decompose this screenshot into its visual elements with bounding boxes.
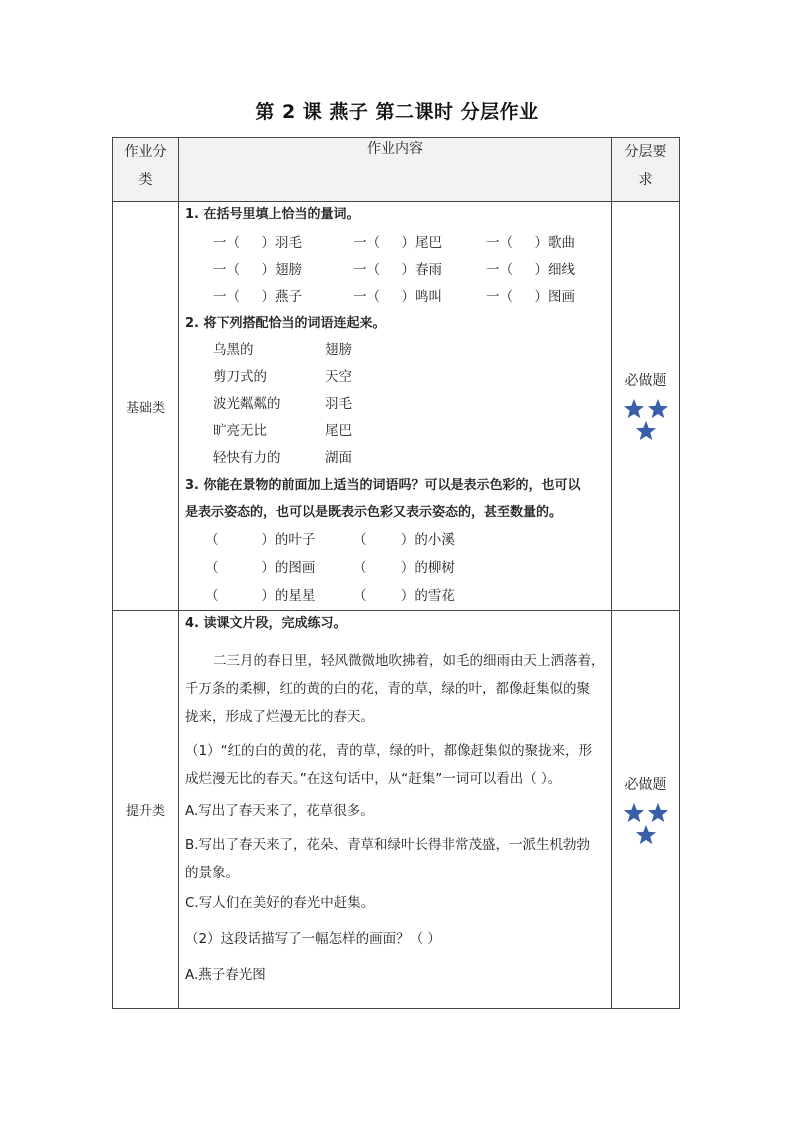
sub-question-1: （1）“红的白的黄的花，青的草，绿的叶，都像赶集似的聚拢来，形 成烂漫无比的春天。”在这句话中，从“赶集”一词可以看出（ ）。	[185, 743, 593, 787]
page-title: 第 2 课 燕子 第二课时 分层作业	[255, 101, 539, 123]
star-rating	[612, 802, 679, 846]
blank-item: （ ）的雪花	[353, 588, 455, 604]
header-content: 作业内容	[179, 138, 612, 202]
describe-fill-grid	[185, 526, 605, 610]
sub-question-2: （2）这段话描写了一幅怎样的画面？（ ）	[185, 931, 441, 947]
advanced-row	[113, 611, 680, 1009]
basic-content	[179, 202, 612, 611]
match-right: 天空	[325, 369, 352, 385]
star-icon	[623, 398, 645, 420]
header-requirement: 分层要 求	[612, 138, 680, 202]
requirement-label: 必做题	[624, 373, 667, 389]
match-right: 尾巴	[325, 423, 352, 439]
homework-table	[112, 137, 680, 1009]
match-right: 翅膀	[325, 342, 352, 358]
requirement-label: 必做题	[624, 776, 667, 793]
star-icon	[647, 398, 669, 420]
blank-item: 一（ ）羽毛	[213, 235, 302, 251]
match-left: 旷亮无比	[213, 423, 267, 439]
blank-item: （ ）的图画	[205, 560, 316, 576]
reading-passage: 二三月的春日里，轻风微微地吹拂着，如毛的细雨由天上洒落着， 千万条的柔柳，红的黄的白的花，青的草，绿的叶，都像赶集似的聚 拢来，形成了烂漫无比的春天。	[185, 653, 605, 725]
header-category: 作业分 类	[113, 138, 179, 202]
match-right: 羽毛	[325, 396, 352, 412]
blank-item: 一（ ）春雨	[353, 262, 442, 278]
question-1: 1. 在括号里填上恰当的量词。	[185, 207, 360, 222]
star-icon	[623, 802, 645, 824]
advanced-content	[179, 611, 612, 1009]
measure-word-grid	[185, 230, 605, 311]
option-b: B.写出了春天来了，花朵、青草和绿叶长得非常茂盛，一派生机勃勃 的景象。	[185, 837, 591, 881]
requirement-advanced	[612, 611, 680, 1009]
category-advanced: 提升类	[113, 611, 179, 1009]
blank-item: 一（ ）尾巴	[353, 235, 442, 251]
match-left: 乌黑的	[213, 342, 254, 358]
blank-item: （ ）的星星	[205, 588, 316, 604]
blank-item: （ ）的叶子	[205, 532, 316, 548]
match-right: 湖面	[325, 450, 352, 466]
basic-row	[113, 202, 680, 611]
matching-list	[185, 337, 605, 472]
category-basic: 基础类	[113, 202, 179, 611]
blank-item: 一（ ）翅膀	[213, 262, 302, 278]
sub-question-2-option-a: A.燕子春光图	[185, 967, 266, 983]
question-3: 3. 你能在景物的前面加上适当的词语吗？可以是表示色彩的，也可以 是表示姿态的，也可以是既表示色彩又表示姿态的，甚至数量的。	[185, 478, 581, 520]
match-left: 波光粼粼的	[213, 396, 281, 412]
star-icon	[635, 420, 657, 442]
blank-item: （ ）的小溪	[353, 532, 455, 548]
match-left: 剪刀式的	[213, 369, 267, 385]
star-rating	[612, 398, 679, 442]
question-4: 4. 读课文片段，完成练习。	[185, 616, 347, 631]
blank-item: 一（ ）细线	[486, 262, 575, 278]
match-left: 轻快有力的	[213, 450, 281, 466]
blank-item: 一（ ）鸣叫	[353, 289, 442, 305]
question-2: 2. 将下列搭配恰当的词语连起来。	[185, 316, 386, 331]
star-icon	[647, 802, 669, 824]
option-c: C.写人们在美好的春光中赶集。	[185, 895, 375, 911]
blank-item: 一（ ）歌曲	[486, 235, 575, 251]
table-header-row	[113, 138, 680, 202]
requirement-basic	[612, 202, 680, 611]
blank-item: （ ）的柳树	[353, 560, 455, 576]
blank-item: 一（ ）燕子	[213, 289, 302, 305]
star-icon	[635, 824, 657, 846]
option-a: A.写出了春天来了，花草很多。	[185, 803, 374, 819]
blank-item: 一（ ）图画	[486, 289, 575, 305]
